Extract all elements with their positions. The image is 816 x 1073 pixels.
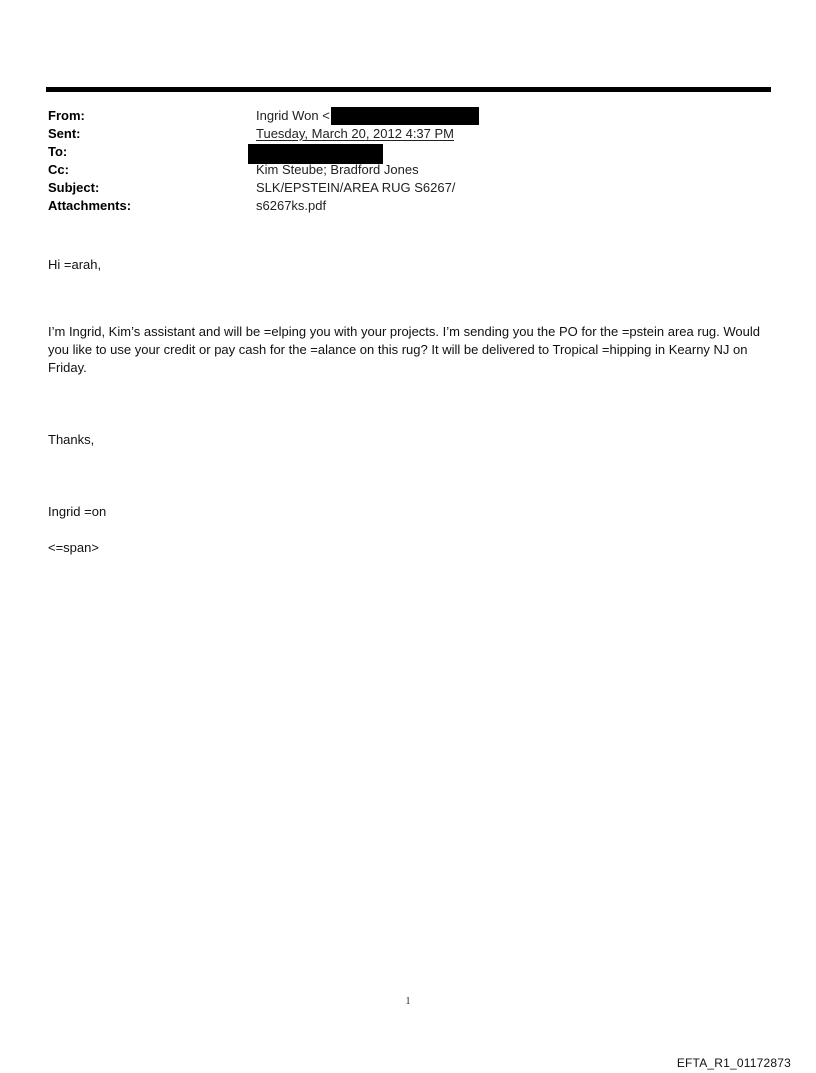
email-thanks: Thanks, [48,432,95,447]
sent-row [48,125,748,143]
attachments-label: Attachments: [48,198,132,213]
sent-value: Tuesday, March 20, 2012 4:37 PM [256,126,454,141]
bates-number: EFTA_R1_01172873 [676,1056,791,1070]
page-number: 1 [405,996,411,1007]
from-row [48,107,748,125]
cc-row [48,161,748,179]
from-label: From: [48,108,85,123]
email-paragraph: I’m Ingrid, Kim’s assistant and will be =elping you with your projects. I’m sending you the PO for the =pstein area rug. Would you like to use your credit or pay cash for the =alance on this rug? It will be delivered to Tropical =hipping in Kearny NJ on Friday. [48,324,760,375]
to-value [256,143,383,163]
email-greeting: Hi =arah, [48,257,102,272]
email-signature: Ingrid =on [48,504,107,519]
email-closing-tag: <=span> [48,540,99,555]
attachments-row [48,197,748,215]
email-header [48,107,748,215]
from-sender-name: Ingrid Won < [256,108,330,123]
sent-label: Sent: [48,126,81,141]
subject-row [48,179,748,197]
cc-label: Cc: [48,162,69,177]
header-divider [46,87,771,92]
subject-label: Subject: [48,180,100,195]
cc-value: Kim Steube; Bradford Jones [256,162,419,177]
to-label: To: [48,144,68,159]
subject-value: SLK/EPSTEIN/AREA RUG S6267/ [256,180,456,195]
to-row [48,143,748,161]
from-value [256,107,479,126]
attachment-file: s6267ks.pdf [256,198,327,213]
redaction-box [331,107,479,125]
